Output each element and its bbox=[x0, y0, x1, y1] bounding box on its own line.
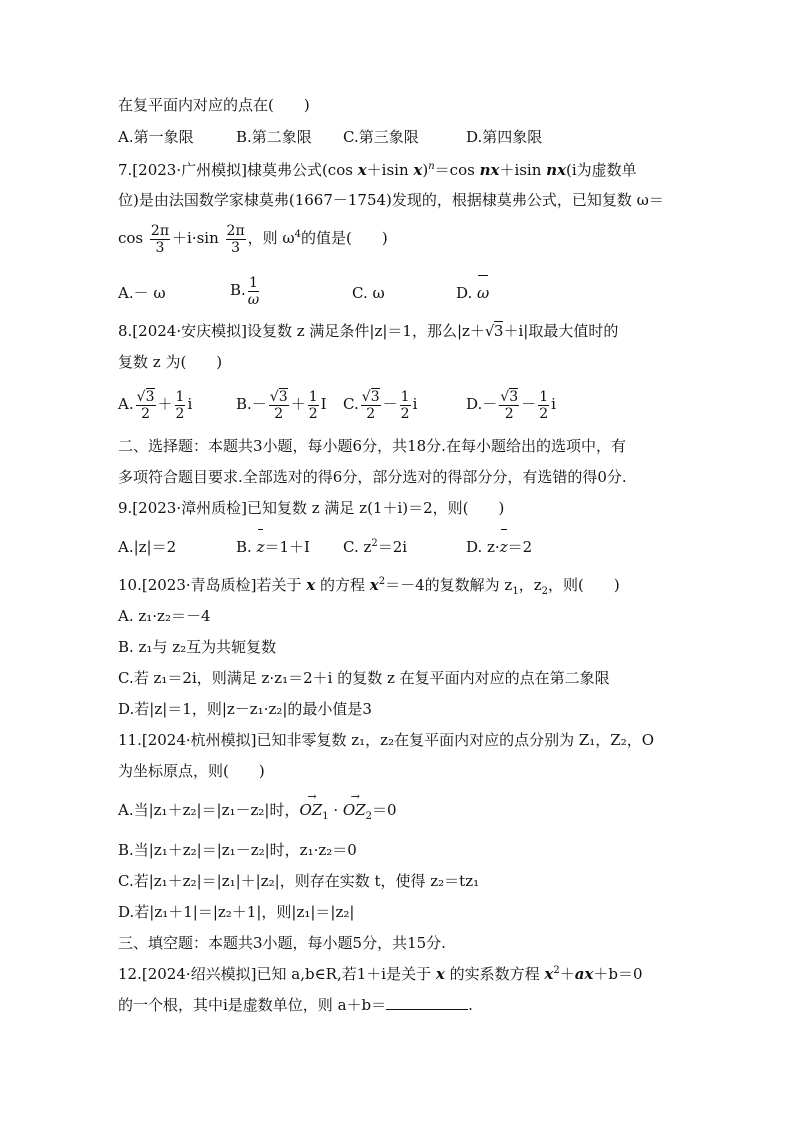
q9-option-c: C. $z^2=2i$ bbox=[343, 538, 408, 556]
q11-option-a: A.当|z₁＋z₂|＝|z₁－z₂|时，OZ $\to_1$ · OZ $\to_2=0$ bbox=[118, 800, 397, 820]
q10-option-a: A. z₁·z₂＝－4 bbox=[118, 607, 211, 625]
section-2-heading-line-1: 二、选择题：本题共3小题，每小题6分，共18分.在每小题给出的选项中，有 bbox=[118, 437, 626, 455]
section-3-heading: 三、填空题：本题共3小题，每小题5分，共15分. bbox=[118, 934, 446, 952]
q7-line-3: cos $\frac{2\pi}{3}$ ＋i·sin $\frac{2\pi}{3}$ ，则 $\omega^4$的值是( ) bbox=[118, 222, 388, 256]
q8-option-c: C. √ $\frac{3}{2}$ － $\frac{1}{2}$ i bbox=[343, 384, 417, 424]
q8-option-d: D.－ √ $\frac{3}{2}$ － $\frac{1}{2}$ i bbox=[466, 384, 556, 424]
q10-option-b: B. z₁与 z₂互为共轭复数 bbox=[118, 638, 277, 656]
q7-option-b: B. $\frac{1}{\omega}$ bbox=[230, 274, 260, 308]
q8-line-1: 8.[2024·安庆模拟]设复数 z 满足条件|z|＝1，那么|z＋√ 3＋i|取最大值时的 bbox=[118, 321, 618, 341]
q11-stem-line-2: 为坐标原点，则( ) bbox=[118, 762, 265, 780]
q11-option-d: D.若|z₁＋1|＝|z₂＋1|，则|z₁|＝|z₂| bbox=[118, 903, 355, 921]
q8-option-a: A. √ $\frac{3}{2}$ ＋ $\frac{1}{2}$ i bbox=[118, 384, 192, 424]
section-2-heading-line-2: 多项符合题目要求.全部选对的得6分，部分选对的得部分分，有选错的得0分. bbox=[118, 468, 627, 486]
q9-option-b: B. z＝1＋I bbox=[236, 538, 310, 556]
q7-option-c: C. ω bbox=[352, 284, 385, 302]
q10-stem: 10.[2023·青岛质检]若关于 x 的方程 $x^2=-4$的复数解为 $z_1$，$z_2$，则( ) bbox=[118, 576, 620, 597]
q10-option-d: D.若|z|＝1，则|z－z₁·z₂|的最小值是3 bbox=[118, 700, 372, 718]
answer-blank[interactable] bbox=[386, 995, 468, 1010]
q9-option-d: D. z·z＝2 bbox=[466, 538, 533, 556]
q7-option-a: A.－ ω bbox=[118, 284, 166, 302]
q6-tail-line: 在复平面内对应的点在( ) bbox=[118, 96, 310, 114]
q6-option-c: C.第三象限 bbox=[343, 128, 419, 146]
q6-option-a: A.第一象限 bbox=[118, 128, 194, 146]
q7-line-1: 7.[2023·广州模拟]棣莫弗公式(cos x＋isin x)$^n$＝cos nx＋isin nx(i为虚数单 bbox=[118, 161, 637, 179]
q12-stem-line-2: 的一个根，其中i是虚数单位，则 a＋b＝ . bbox=[118, 996, 473, 1014]
q8-line-2: 复数 z 为( ) bbox=[118, 353, 223, 371]
q12-stem-line-1: 12.[2024·绍兴模拟]已知 a,b∈R,若1＋i是关于 x 的实系数方程 $x^2+ax+b=0$ bbox=[118, 965, 643, 983]
q7-option-d: D. ω bbox=[456, 284, 490, 302]
q11-stem-line-1: 11.[2024·杭州模拟]已知非零复数 z₁，z₂在复平面内对应的点分别为 Z₁，Z₂，O bbox=[118, 731, 655, 749]
q6-option-d: D.第四象限 bbox=[466, 128, 543, 146]
q11-option-c: C.若|z₁＋z₂|＝|z₁|＋|z₂|，则存在实数 t，使得 z₂＝tz₁ bbox=[118, 872, 480, 890]
q8-option-b: B.－ √ $\frac{3}{2}$ ＋ $\frac{1}{2}$ I bbox=[236, 384, 327, 424]
q9-stem: 9.[2023·漳州质检]已知复数 z 满足 z(1＋i)＝2，则( ) bbox=[118, 499, 505, 517]
q6-option-b: B.第二象限 bbox=[236, 128, 312, 146]
q11-option-b: B.当|z₁＋z₂|＝|z₁－z₂|时，z₁·z₂＝0 bbox=[118, 841, 357, 859]
fraction-2pi-3: $\frac{2\pi}{3}$ bbox=[150, 222, 170, 256]
q10-option-c: C.若 z₁＝2i，则满足 z·z₁＝2＋i 的复数 z 在复平面内对应的点在第二象限 bbox=[118, 669, 610, 687]
q7-line-2: 位)是由法国数学家棣莫弗(1667－1754)发现的，根据棣莫弗公式，已知复数 ω＝ bbox=[118, 191, 664, 209]
q9-option-a: A.|z|＝2 bbox=[118, 538, 177, 556]
fraction-2pi-3-b: $\frac{2\pi}{3}$ bbox=[226, 222, 245, 256]
